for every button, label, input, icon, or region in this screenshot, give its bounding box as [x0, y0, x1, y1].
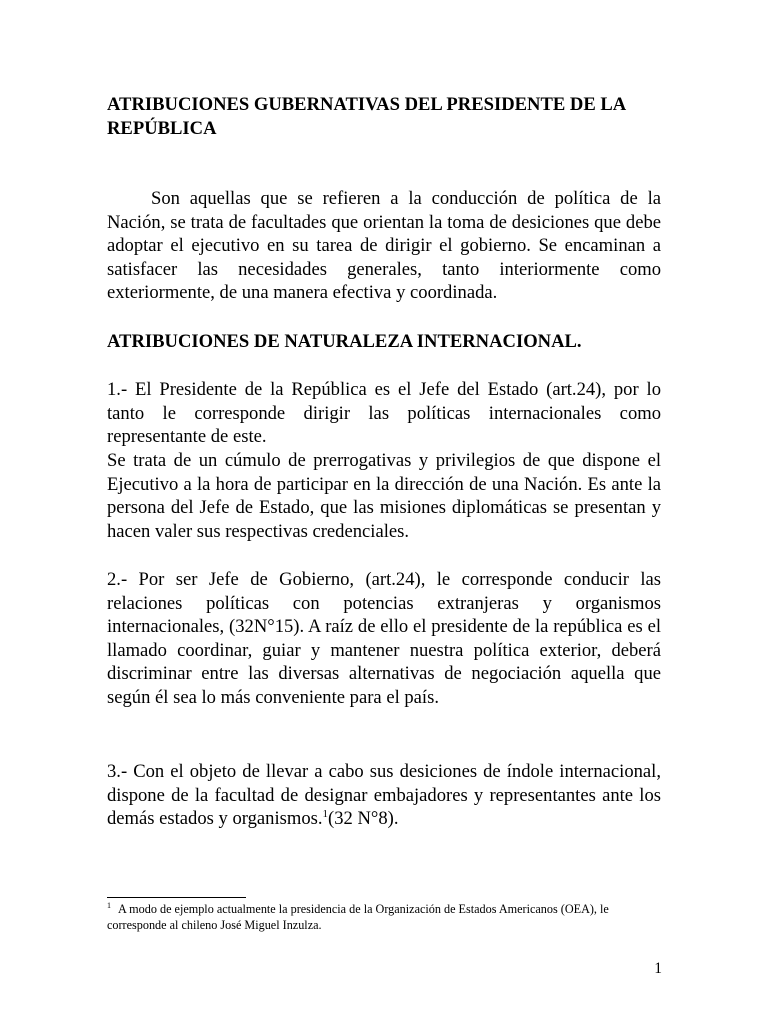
page-number: 1	[654, 960, 662, 977]
footnote-mark: 1	[107, 900, 111, 910]
paragraph-4-citation: (32 N°8).	[328, 808, 399, 830]
footnote-reference[interactable]: 1	[322, 808, 329, 820]
paragraph-4	[107, 760, 661, 831]
footnote-text: A modo de ejemplo actualmente la presidencia de la Organización de Estados Americanos (OEA), le corresponde al chileno José Miguel Inzulza.	[107, 902, 609, 932]
footnote	[107, 902, 661, 933]
footnote-separator	[107, 897, 246, 898]
paragraph-4-text: 3.- Con el objeto de llevar a cabo sus desiciones de índole internacional, dispone de la facultad de designar embajadores y representantes ante los demás estados y organismos.	[107, 761, 661, 830]
section-heading: ATRIBUCIONES DE NATURALEZA INTERNACIONAL.	[107, 331, 582, 352]
paragraph-1: 1.- El Presidente de la República es el Jefe del Estado (art.24), por lo tanto le corresponde dirigir las políticas internacionales como representante de este.	[107, 379, 661, 448]
document-title: ATRIBUCIONES GUBERNATIVAS DEL PRESIDENTE DE LA REPÚBLICA	[107, 94, 626, 139]
paragraph-3: 2.- Por ser Jefe de Gobierno, (art.24), le corresponde conducir las relaciones políticas con potencias extranjeras y organismos internacionales, (32N°15). A raíz de ello el presidente de la república es el llamado coordinar, guiar y mantener nuestra política exterior, deberá discriminar entre las diversas alternativas de negociación aquella que según él sea lo más conveniente para el país.	[107, 569, 661, 708]
paragraph-2: Se trata de un cúmulo de prerrogativas y privilegios de que dispone el Ejecutivo a la hora de participar en la dirección de una Nación. Es ante la persona del Jefe de Estado, que las misiones diplomáticas se presentan y hacen valer sus respectivas credenciales.	[107, 450, 661, 542]
intro-paragraph: Son aquellas que se refieren a la conducción de política de la Nación, se trata de facultades que orientan la toma de desiciones que debe adoptar el ejecutivo en su tarea de dirigir el gobierno. Se encaminan a satisfacer las necesidades generales, tanto interiormente como exteriormente, de una manera efectiva y coordinada.	[107, 188, 661, 304]
